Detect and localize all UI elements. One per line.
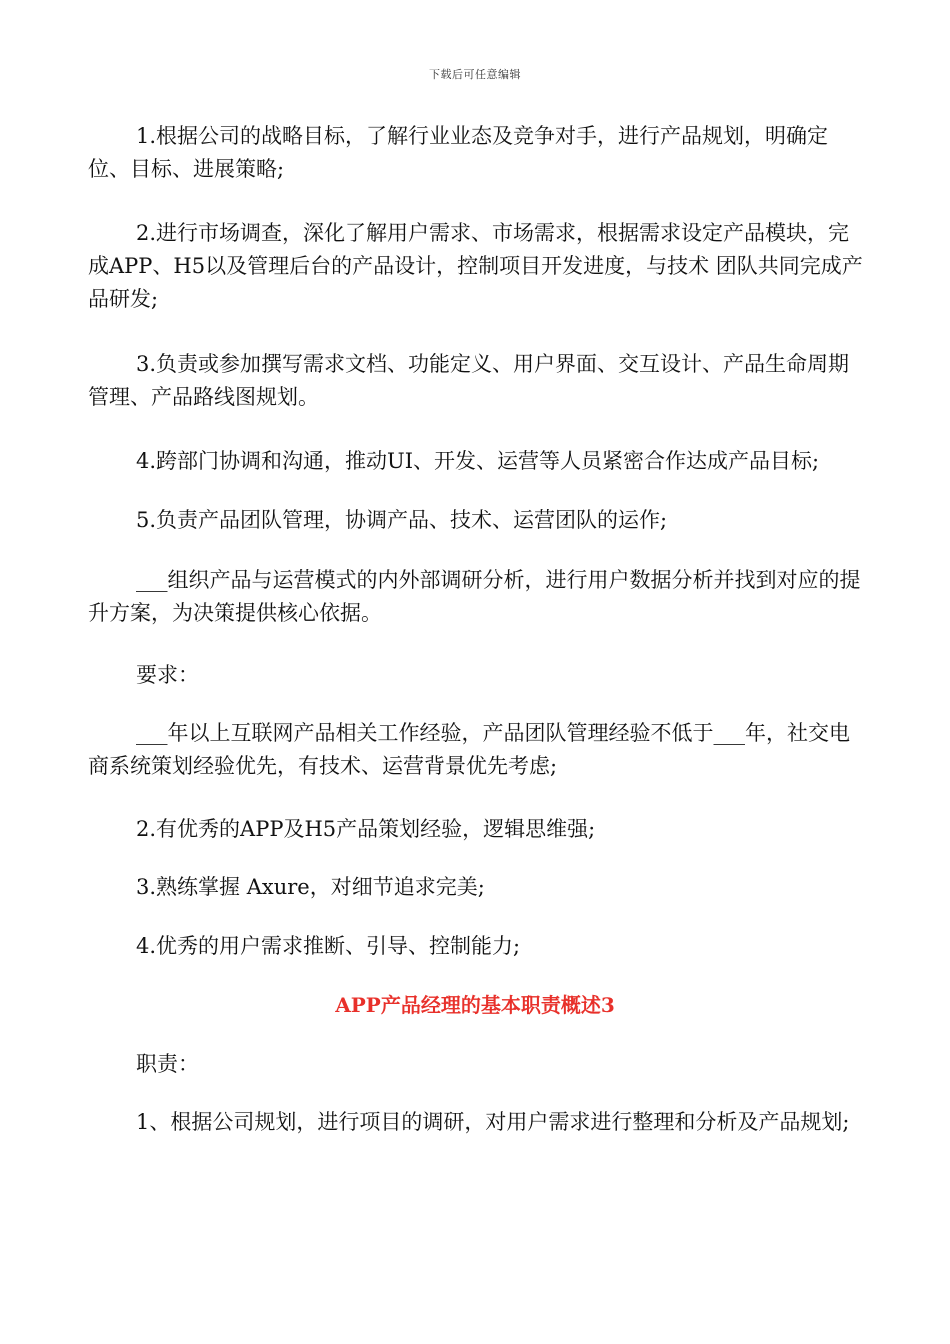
paragraph-duties-label: 职责： [136, 1052, 199, 1076]
paragraph-requirement-4: 4.优秀的用户需求推断、引导、控制能力; [136, 934, 521, 958]
paragraph-duty-6: ___组织产品与运营模式的内外部调研分析，进行用户数据分析并找到对应的提升方案，为决策提供核心依据。 [88, 568, 861, 625]
page-header: 下载后可任意编辑 [429, 68, 521, 81]
paragraph-duty-1: 1.根据公司的战略目标，了解行业业态及竞争对手，进行产品规划，明确定位、目标、进展策略; [88, 124, 829, 181]
paragraph-requirement-2: 2.有优秀的APP及H5产品策划经验，逻辑思维强; [136, 817, 596, 841]
paragraph-duty-5: 5.负责产品团队管理，协调产品、技术、运营团队的运作; [136, 508, 668, 532]
paragraph-requirement-1: ___年以上互联网产品相关工作经验，产品团队管理经验不低于___年，社交电商系统策划经验优先，有技术、运营背景优先考虑; [88, 721, 850, 778]
paragraph-duty-2: 2.进行市场调查，深化了解用户需求、市场需求，根据需求设定产品模块，完成APP、H5以及管理后台的产品设计，控制项目开发进度，与技术 团队共同完成产品研发; [88, 221, 863, 311]
section-heading: APP产品经理的基本职责概述3 [335, 993, 615, 1017]
paragraph-duty-3: 3.负责或参加撰写需求文档、功能定义、用户界面、交互设计、产品生命周期管理、产品路线图规划。 [88, 352, 850, 409]
paragraph-section-duty-1: 1、根据公司规划，进行项目的调研，对用户需求进行整理和分析及产品规划; [136, 1110, 850, 1134]
paragraph-requirements-label: 要求： [136, 663, 199, 687]
paragraph-duty-4: 4.跨部门协调和沟通，推动UI、开发、运营等人员紧密合作达成产品目标; [136, 449, 820, 473]
paragraph-requirement-3: 3.熟练掌握 Axure，对细节追求完美; [136, 875, 485, 899]
